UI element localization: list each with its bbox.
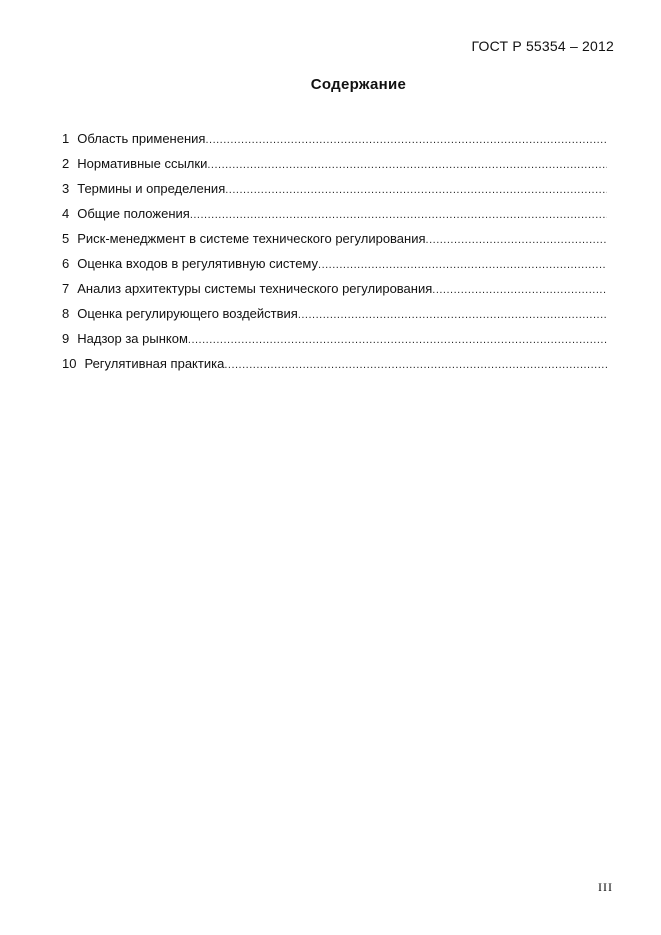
toc-entry-number: 3 (62, 181, 70, 196)
toc-entry-number: 6 (62, 256, 70, 271)
toc-entry-8[interactable] (62, 306, 607, 331)
page-number: III (598, 880, 613, 894)
dot-leader (318, 259, 607, 271)
toc-entry-2[interactable] (62, 156, 607, 181)
dot-leader (426, 234, 607, 246)
toc-entry-number: 4 (62, 206, 70, 221)
toc-entry-9[interactable] (62, 331, 607, 356)
dot-leader (432, 284, 607, 296)
dot-leader (205, 134, 607, 146)
dot-leader (190, 209, 607, 221)
toc-entry-4[interactable] (62, 206, 607, 231)
standard-designation: ГОСТ Р 55354 – 2012 (471, 38, 614, 54)
toc-entry-6[interactable] (62, 256, 607, 281)
toc-entry-text: Нормативные ссылки (77, 156, 208, 171)
toc-entry-number: 1 (62, 131, 70, 146)
toc-entry-text: Анализ архитектуры системы технического регулирования (77, 281, 433, 296)
toc-entry-number: 5 (62, 231, 70, 246)
toc-entry-text: Общие положения (77, 206, 190, 221)
toc-entry-number: 2 (62, 156, 70, 171)
toc-entry-10[interactable] (62, 356, 607, 381)
toc-entry-text: Оценка регулирующего воздействия (77, 306, 298, 321)
dot-leader (225, 184, 607, 196)
toc-entry-number: 10 (62, 356, 77, 371)
dot-leader (188, 334, 607, 346)
toc-entry-number: 7 (62, 281, 70, 296)
toc-entry-text: Риск-менеджмент в системе технического регулирования (77, 231, 426, 246)
dot-leader (207, 159, 607, 171)
toc-entry-number: 8 (62, 306, 70, 321)
toc-entry-text: Область применения (77, 131, 206, 146)
toc-entry-7[interactable] (62, 281, 607, 306)
toc-entry-text: Регулятивная практика (84, 356, 225, 371)
toc-entry-1[interactable] (62, 131, 607, 156)
toc-entry-text: Надзор за рынком (77, 331, 188, 346)
toc-entry-text: Термины и определения (77, 181, 226, 196)
dot-leader (224, 359, 607, 371)
table-of-contents (62, 131, 607, 381)
toc-title (0, 76, 661, 93)
toc-entry-5[interactable] (62, 231, 607, 256)
toc-title-text: Содержание (310, 76, 407, 93)
dot-leader (298, 309, 607, 321)
toc-entry-text: Оценка входов в регулятивную систему (77, 256, 319, 271)
toc-entry-3[interactable] (62, 181, 607, 206)
toc-entry-number: 9 (62, 331, 70, 346)
